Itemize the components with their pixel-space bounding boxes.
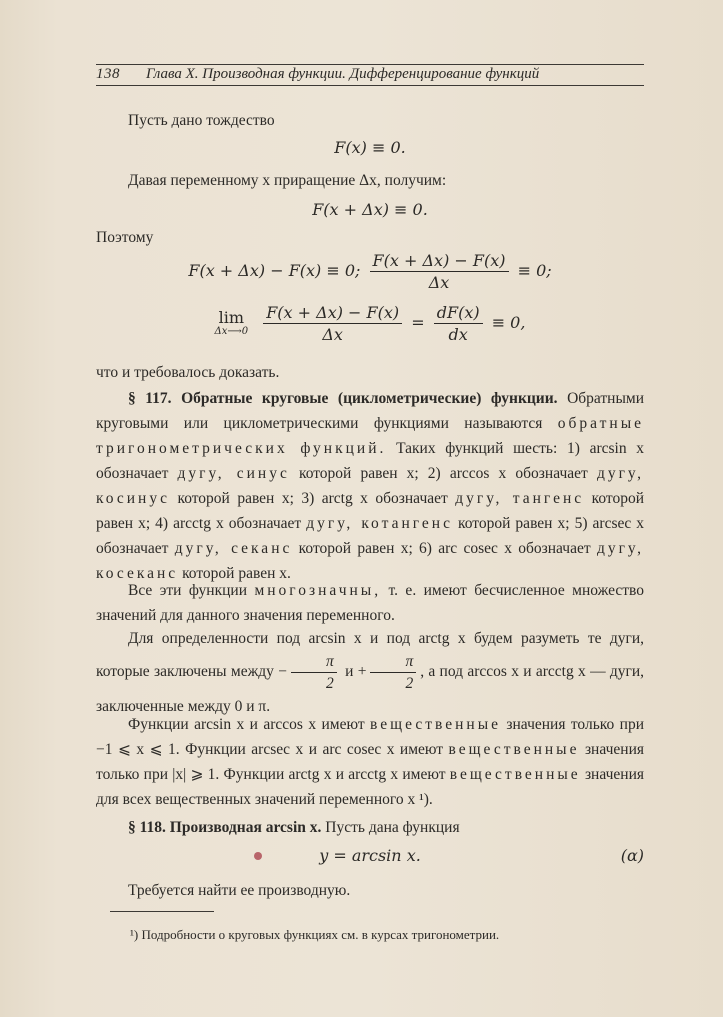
section-118: § 118. Производная arcsin x. Пусть дана функция xyxy=(128,819,460,836)
limit-operator: lim Δx⟶0 xyxy=(214,307,249,337)
running-title: Глава X. Производная функции. Дифференцирование функций xyxy=(146,66,540,82)
fraction-minus-pi-half: $\frac{\pi}{2}$ xyxy=(291,651,337,694)
formula-difference: F(x + Δx) − F(x) ≡ 0; $\frac{F(x + \Delta x) - F(x)}{\Delta x}$ ≡ 0; xyxy=(188,251,552,292)
header-rule-top xyxy=(96,64,644,65)
formula-increment: F(x + Δx) ≡ 0. xyxy=(312,200,428,219)
footnote-rule xyxy=(110,911,214,912)
formula-arcsin: y = arcsin x. (α) xyxy=(319,846,644,865)
fraction-derivative: $\frac{dF(x)}{dx}$ xyxy=(434,302,483,345)
equation-tag: (α) xyxy=(620,846,644,865)
page-number: 138 xyxy=(96,66,120,82)
header-rule-bottom xyxy=(96,85,644,86)
paragraph-therefore: Поэтому xyxy=(96,229,154,246)
fraction-difference-quotient: $\frac{F(x + \Delta x) - F(x)}{\Delta x}$ xyxy=(370,250,509,293)
paragraph-multivalued: Все эти функции многозначны, т. е. имеют бесчисленное множество значений для данного значения переменного. xyxy=(96,582,644,624)
paragraph-increment: Давая переменному x приращение Δx, получим: xyxy=(128,172,447,189)
formula-limit: lim Δx⟶0 $\frac{F(x + \Delta x) - F(x)}{\Delta x}$ = $\frac{dF(x)}{dx}$ ≡ 0, xyxy=(214,303,526,344)
section-117: § 117. Обратные круговые (циклометрические) функции. Обратными круговыми или циклометрическими функциями называются обратные тригонометрических функций. Таких функций шесть: 1) arcsin x обозначает дугу, синус которой равен x; 2) arccos x обозначает дугу, косинус которой равен x; 3) arctg x обозначает дугу, тангенс которой равен x; 4) arcctg x обозначает дугу, котангенс которой равен x; 5) arcsec x обозначает дугу, секанс которой равен x; 6) arc cosec x обозначает дугу, косеканс которой равен x. xyxy=(96,390,645,582)
paragraph-intro: Пусть дано тождество xyxy=(128,112,275,129)
paragraph-qed: что и требовалось доказать. xyxy=(96,364,280,381)
fraction-limit-quotient: $\frac{F(x + \Delta x) - F(x)}{\Delta x}$ xyxy=(263,302,402,345)
footnote: ¹) Подробности о круговых функциях см. в курсах тригонометрии. xyxy=(130,927,500,942)
section-118-heading: § 118. Производная arcsin x. xyxy=(128,819,322,836)
paragraph-find-derivative: Требуется найти ее производную. xyxy=(128,882,351,899)
paragraph-principal-values: Для определенности под arcsin x и под arctg x будем разуметь те дуги, которые заключены между − $\frac{\pi}{2}$ и + $\frac{\pi}{2}$ , а под arccos x и arcctg x — дуги, заключенные между 0 и π. xyxy=(96,630,645,715)
running-header xyxy=(96,64,644,94)
formula-identity: F(x) ≡ 0. xyxy=(334,138,406,157)
fraction-plus-pi-half: $\frac{\pi}{2}$ xyxy=(370,651,416,694)
paragraph-real-values: Функции arcsin x и arccos x имеют вещественные значения только при −1 ⩽ x ⩽ 1. Функции arcsec x и arc cosec x имеют вещественные значения только при |x| ⩾ 1. Функции arctg x и arcctg x имеют вещественные значения для всех вещественных значений переменного x ¹). xyxy=(96,716,645,808)
section-117-heading: § 117. Обратные круговые (циклометрические) функции. xyxy=(128,390,558,407)
